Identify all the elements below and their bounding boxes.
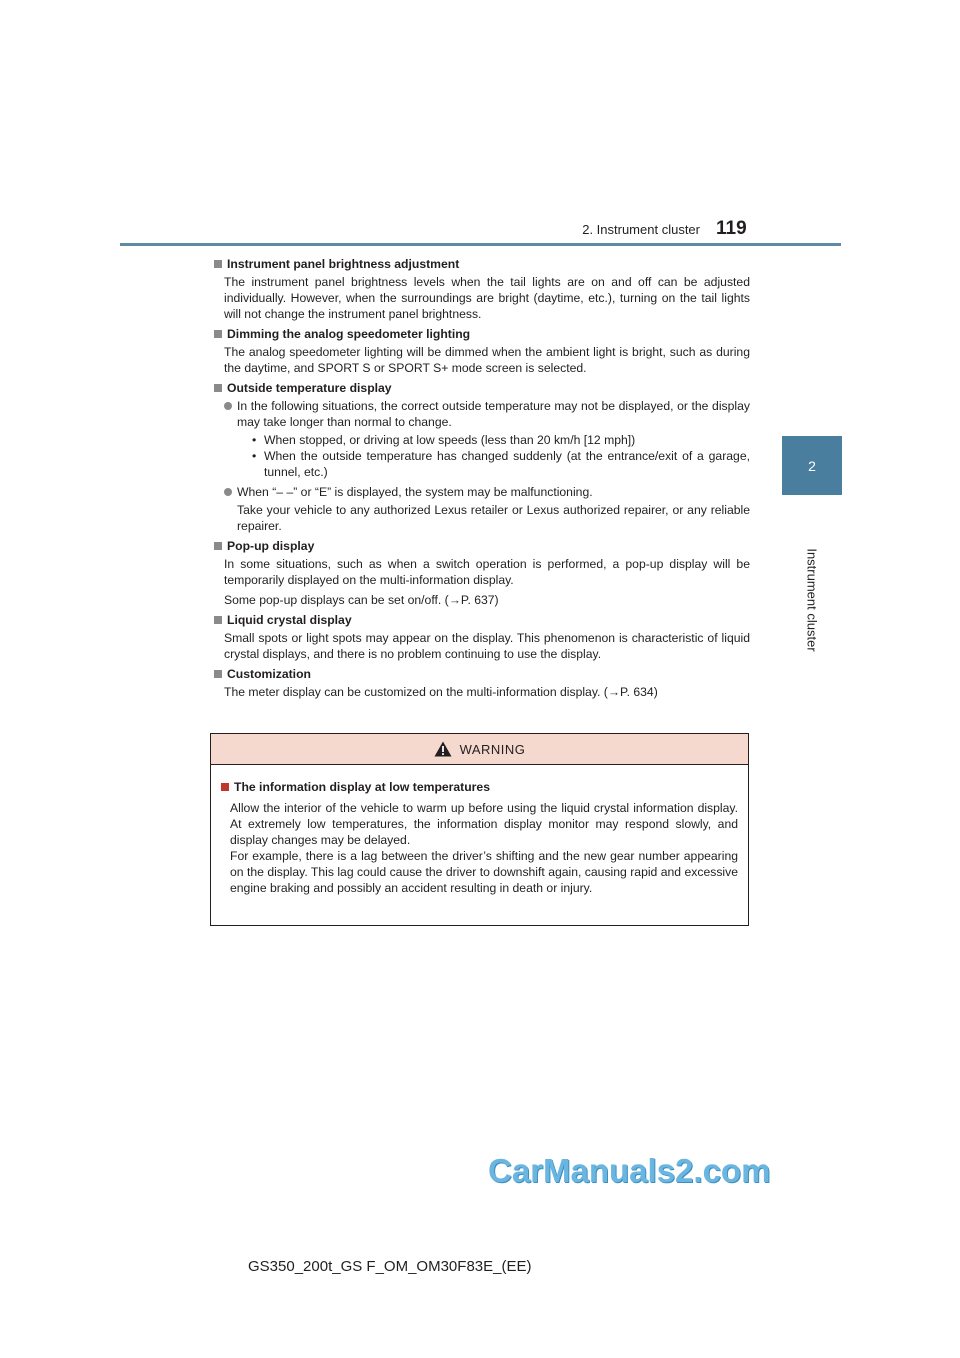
section-heading: [210, 612, 750, 628]
section-title: Dimming the analog speedometer lighting: [227, 327, 471, 341]
section-liquid-crystal: [210, 612, 750, 662]
warning-item-title: The information display at low temperatures: [234, 780, 490, 794]
section-paragraph: Some pop-up displays can be set on/off. (→P. 637): [224, 593, 499, 607]
square-bullet-icon: [214, 670, 222, 678]
section-dimming: [210, 326, 750, 376]
section-heading: [210, 326, 750, 342]
section-paragraph: The analog speedometer lighting will be dimmed when the ambient light is bright, such as during the daytime, and SPORT S or SPORT S+ mode screen is selected.: [224, 345, 750, 375]
section-heading: [210, 380, 750, 396]
warning-label: WARNING: [459, 741, 526, 757]
chapter-tab-label: Instrument cluster: [804, 548, 820, 652]
chapter-tab-number: [782, 436, 842, 495]
header-rule: [120, 243, 841, 246]
square-bullet-icon: [221, 783, 229, 791]
sub-item: [210, 448, 750, 480]
warning-paragraph: For example, there is a lag between the driver’s shifting and the new gear number appearing on the display. This lag could cause the driver to downshift again, causing rapid and excessive engine braking and possibly an accident resulting in death or injury.: [230, 849, 738, 895]
square-bullet-icon: [214, 260, 222, 268]
sub-item-text: When the outside temperature has changed suddenly (at the entrance/exit of a garage, tunnel, etc.): [264, 449, 750, 479]
section-heading: [210, 666, 750, 682]
bullet-text: When “– –” or “E” is displayed, the system may be malfunctioning.: [237, 485, 593, 499]
square-bullet-icon: [214, 330, 222, 338]
section-title: Instrument panel brightness adjustment: [227, 257, 460, 271]
warning-paragraph: Allow the interior of the vehicle to warm up before using the liquid crystal information display. At extremely low temperatures, the information display monitor may respond slowly, and display changes may be delayed.: [230, 801, 738, 847]
sub-item: [210, 432, 750, 448]
section-popup-display: [210, 538, 750, 608]
section-title: Liquid crystal display: [227, 613, 352, 627]
section-brightness: [210, 256, 750, 322]
warning-item-heading: [219, 779, 738, 795]
bullet-item: [210, 398, 750, 430]
sub-bullet-icon: •: [252, 449, 257, 463]
square-bullet-icon: [214, 616, 222, 624]
section-title: Pop-up display: [227, 539, 315, 553]
section-heading: [210, 256, 750, 272]
warning-box: [210, 733, 749, 926]
section-outside-temperature: [210, 380, 750, 534]
square-bullet-icon: [214, 384, 222, 392]
section-title: Customization: [227, 667, 311, 681]
round-bullet-icon: [224, 488, 232, 496]
section-paragraph: In some situations, such as when a switch operation is performed, a pop-up display will be temporarily displayed on the multi-information display.: [224, 557, 750, 587]
section-paragraph: The meter display can be customized on the multi-information display. (→P. 634): [224, 685, 658, 699]
round-bullet-icon: [224, 402, 232, 410]
section-title: Outside temperature display: [227, 381, 392, 395]
section-paragraph: Small spots or light spots may appear on the display. This phenomenon is characteristic of liquid crystal displays, and there is no problem continuing to use the display.: [224, 631, 750, 661]
sub-item-text: When stopped, or driving at low speeds (less than 20 km/h [12 mph]): [264, 433, 636, 447]
section-customization: [210, 666, 750, 700]
bullet-text: In the following situations, the correct outside temperature may not be displayed, or the display may take longer than normal to change.: [237, 399, 750, 429]
sub-bullet-icon: •: [252, 433, 257, 447]
square-bullet-icon: [214, 542, 222, 550]
bullet-item: [210, 484, 750, 500]
main-content: [210, 256, 750, 704]
warning-triangle-icon: [434, 741, 452, 757]
warning-header: [211, 734, 748, 765]
section-heading: [210, 538, 750, 554]
page-number: 119: [716, 218, 747, 239]
watermark-logo: CarManuals2.com: [488, 1152, 771, 1189]
chapter-number: 2: [808, 457, 816, 474]
section-paragraph: The instrument panel brightness levels when the tail lights are on and off can be adjusted individually. However, when the surroundings are bright (daytime, etc.), turning on the tail lights will not change the instrument panel brightness.: [224, 275, 750, 321]
footer-document-code: GS350_200t_GS F_OM_OM30F83E_(EE): [248, 1258, 532, 1275]
running-header-title: 2. Instrument cluster: [582, 222, 700, 237]
warning-body: [211, 765, 748, 896]
bullet-followup: Take your vehicle to any authorized Lexus retailer or Lexus authorized repairer, or any reliable repairer.: [237, 503, 750, 533]
